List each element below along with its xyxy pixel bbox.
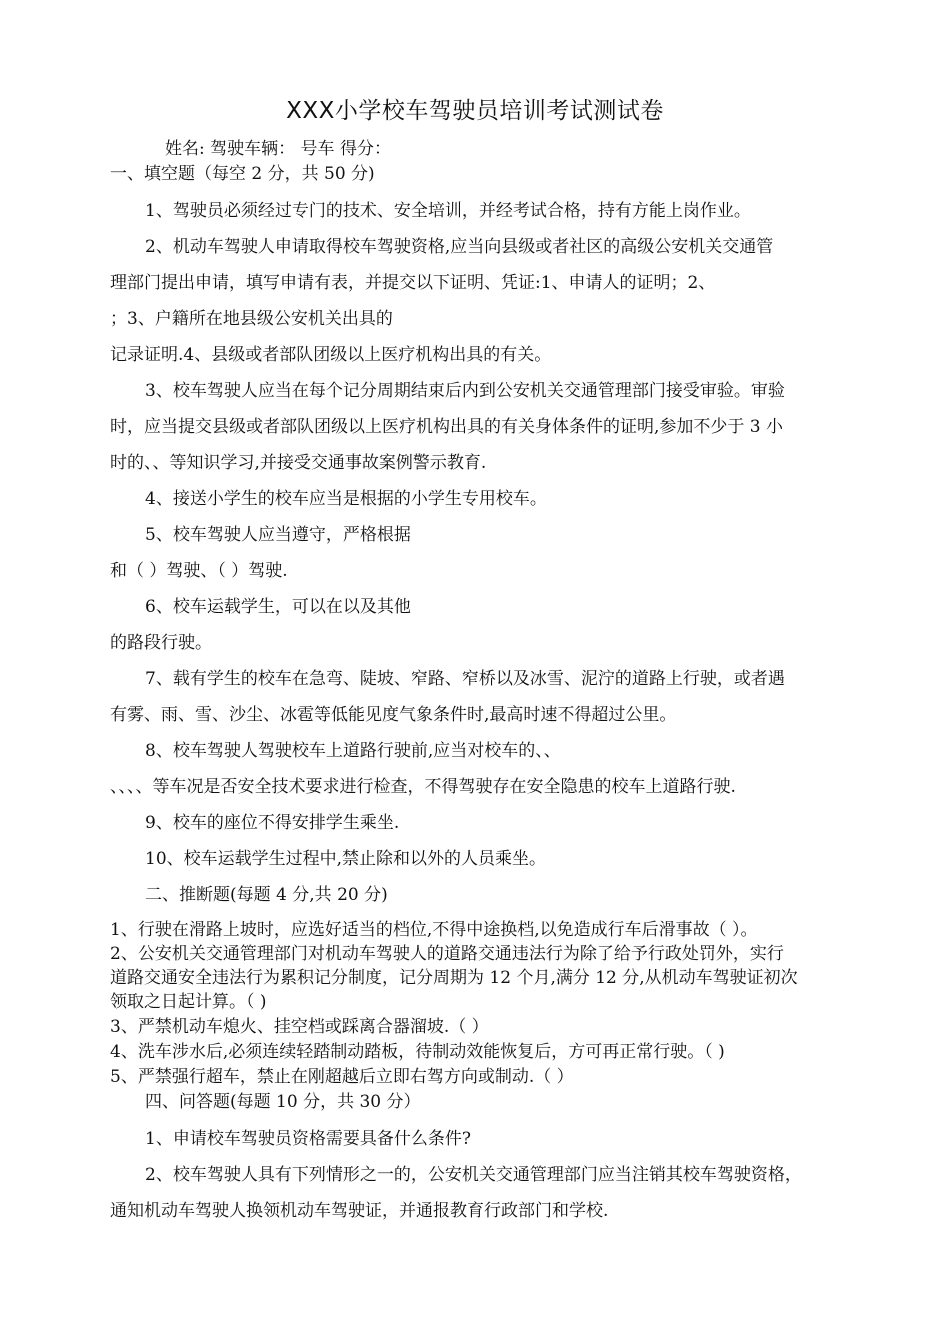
essay-question-line: 1、申请校车驾驶员资格需要具备什么条件? — [145, 1129, 471, 1149]
section2-heading: 二、推断题(每题 4 分,共 20 分) — [145, 885, 388, 905]
question-line: 记录证明.4、县级或者部队团级以上医疗机构出具的有关。 — [110, 345, 552, 365]
judgement-line: 4、洗车涉水后,必须连续轻踏制动踏板，待制动效能恢复后，方可再正常行驶。（ ) — [110, 1042, 725, 1062]
question-line: 7、载有学生的校车在急弯、陡坡、窄路、窄桥以及冰雪、泥泞的道路上行驶，或者遇 — [145, 669, 785, 689]
section4-heading: 四、问答题(每题 10 分，共 30 分） — [145, 1092, 421, 1112]
question-line: 6、校车运载学生，可以在以及其他 — [145, 597, 411, 617]
judgement-line: 5、严禁强行超车，禁止在刚超越后立即右驾方向或制动.（ ） — [110, 1067, 574, 1087]
judgement-line: 道路交通安全违法行为累积记分制度，记分周期为 12 个月,满分 12 分,从机动车驾驶证初次 — [110, 968, 798, 988]
question-line: 时的、、等知识学习,并接受交通事故案例警示教育. — [110, 453, 487, 473]
essay-question-line: 2、校车驾驶人具有下列情形之一的，公安机关交通管理部门应当注销其校车驾驶资格， — [145, 1165, 802, 1185]
question-line: 8、校车驾驶人驾驶校车上道路行驶前,应当对校车的、、 — [145, 741, 561, 761]
question-line: 5、校车驾驶人应当遵守，严格根据 — [145, 525, 411, 545]
question-line: 3、校车驾驶人应当在每个记分周期结束后内到公安机关交通管理部门接受审验。审验 — [145, 381, 785, 401]
question-line: 和（ ）驾驶、（ ）驾驶. — [110, 561, 288, 581]
question-line: 9、校车的座位不得安排学生乘坐. — [145, 813, 400, 833]
question-line: 理部门提出申请，填写申请有表，并提交以下证明、凭证:1、申请人的证明；2、 — [110, 273, 716, 293]
judgement-line: 1、行驶在滑路上坡时，应选好适当的档位,不得中途换档,以免造成行车后滑事故（ ）。 — [110, 920, 758, 940]
question-line: 的路段行驶。 — [110, 633, 212, 653]
question-line: 1、驾驶员必须经过专门的技术、安全培训，并经考试合格，持有方能上岗作业。 — [145, 201, 751, 221]
question-line: 4、接送小学生的校车应当是根据的小学生专用校车。 — [145, 489, 547, 509]
essay-question-line: 通知机动车驾驶人换领机动车驾驶证，并通报教育行政部门和学校. — [110, 1201, 609, 1221]
question-line: ；3、户籍所在地县级公安机关出具的 — [110, 309, 393, 329]
question-line: 有雾、雨、雪、沙尘、冰雹等低能见度气象条件时,最高时速不得超过公里。 — [110, 705, 677, 725]
exam-title: XXX小学校车驾驶员培训考试测试卷 — [286, 98, 664, 124]
section1-heading: 一、填空题（每空 2 分，共 50 分) — [110, 164, 375, 184]
student-info-line: 姓名: 驾驶车辆： 号车 得分： — [165, 139, 391, 159]
question-line: 时，应当提交县级或者部队团级以上医疗机构出具的有关身体条件的证明,参加不少于 3 小 — [110, 417, 784, 437]
question-line: 2、机动车驾驶人申请取得校车驾驶资格,应当向县级或者社区的高级公安机关交通管 — [145, 237, 774, 257]
judgement-line: 3、严禁机动车熄火、挂空档或踩离合器溜坡.（ ） — [110, 1017, 489, 1037]
judgement-line: 领取之日起计算。（ ) — [110, 992, 267, 1012]
question-line: 10、校车运载学生过程中,禁止除和以外的人员乘坐。 — [145, 849, 547, 869]
question-line: 、、、、等车况是否安全技术要求进行检查，不得驾驶存在安全隐患的校车上道路行驶. — [110, 777, 736, 797]
judgement-line: 2、公安机关交通管理部门对机动车驾驶人的道路交通违法行为除了给予行政处罚外，实行 — [110, 944, 784, 964]
